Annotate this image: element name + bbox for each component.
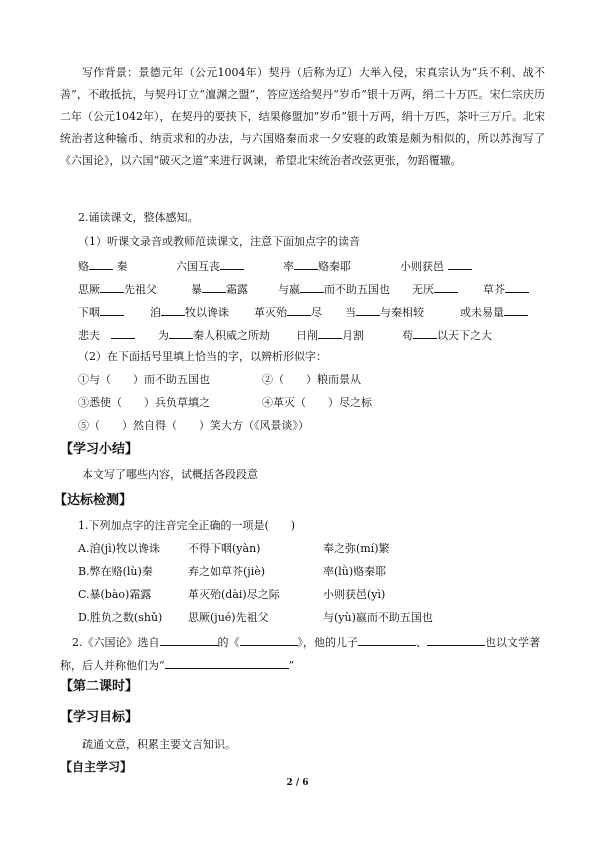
reading-row-2: 思厥 先祖父 暴 霜露 与嬴 而不助五国也 无厌 草芥 [78,281,548,295]
self-study-heading: 【自主学习】 [60,760,133,774]
goal-text: 疏通文意，积累主要文言知识。 [82,738,236,751]
test-q2-line1: 2.《六国论》选自 的《 》，他的儿子 、 也以文学著 [72,636,540,649]
task2-sub1: （1）听课文录音或教师范读课文，注意下面加点字的读音 [78,235,360,248]
reading-row-3: 下咽 洎 牧以谗诛 革灭殆 尽 当 与秦相较 或未易量 [78,304,548,318]
test-q1: 1.下列加点字的注音完全正确的一项是( ) [78,519,296,532]
option-d: D.胜负之数(shǔ) 思厥(jué)先祖父 与(yù)嬴而不助五国也 [78,611,433,624]
option-c: C.暴(bào)霜露 革灭殆(dài)尽之际 小则获邑(yì) [78,588,386,601]
background-paragraph: 写作背景：景德元年（公元1004年）契丹（后称为辽）大举入侵，宋真宗认为“兵不利、战不善”，不敢抵抗，与契丹订立“澶渊之盟”，答应送给契丹“岁币”银十万两，绢二十万匹。宋仁宗庆历二年（公元1042年），在契丹的要挟下，结果修盟加“岁币”银十万两，绢十万匹，茶叶三万斤。北宋统治者这种输币、纳贡求和的办法，与六国赂秦而求一夕安寝的政策是颇为相似的，所以苏洵写了《六国论》，以六国“破灭之道”来进行讽谏，希望北宋统治者改弦更张，勿蹈覆辙。 [60,66,545,167]
task2-sub2: （2）在下面括号里填上恰当的字，以辨析形似字： [78,350,327,363]
test-heading: 【达标检测】 [54,493,133,508]
test-q2-line2: 称，后人并称他们为“ ” [60,659,295,672]
lesson2-heading: 【第二课时】 [60,679,139,694]
pair-2: ③悉使（ ）兵负草填之 ④革灭（ ）尽之标 [78,396,372,409]
reading-row-4: 悲夫 为 秦人积威之所劫 日削 月割 苟 以天下之大 [78,329,492,342]
pair-1: ①与（ ）而不助五国也 ②（ ）粮而景从 [78,373,361,386]
reading-row-1: 赂 秦 六国互丧 率 赂秦耶 小则获邑 [78,258,548,272]
option-a: A.洎(jì)牧以谗诛 不得下咽(yàn) 奉之弥(mí)繁 [78,542,390,555]
goal-heading: 【学习目标】 [60,710,139,725]
summary-heading: 【学习小结】 [60,442,139,457]
pair-3: ⑤（ ）然自得（ ）笑大方（《风景谈》） [78,419,309,432]
page-number: 2 / 6 [286,778,309,788]
summary-text: 本文写了哪些内容，试概括各段段意 [82,468,258,481]
task2-title: 2.诵读课文，整体感知。 [78,211,199,224]
option-b: B.弊在赂(lù)秦 弃之如草芥(jiè) 率(lǜ)赂秦耶 [78,565,387,578]
